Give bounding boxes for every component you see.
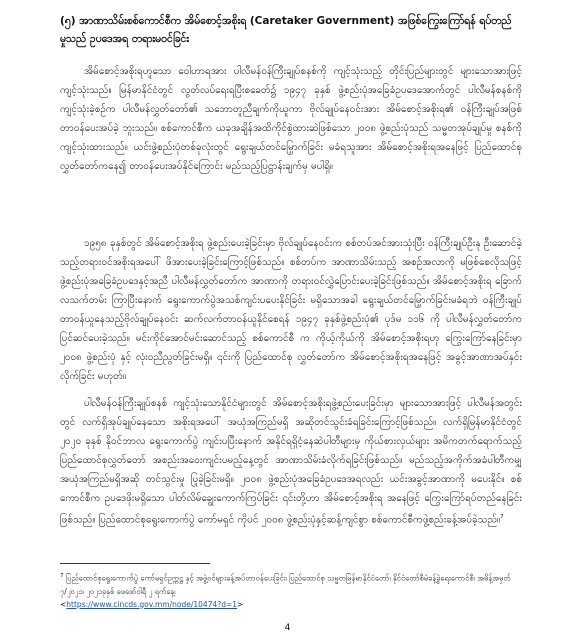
paragraph-3-text: ပါလီမန်ဝန်ကြီးချုပ်စနစ် ကျင့်သုံးသောနိုင်ငံများတွင် အိမ်စောင့်အစိုးရဖွဲ့စည်းပေးခြင်းမှာ များသောအားဖြင့် ပါလီမန်အတွင်းတွင် လက်ရှိအုပ်ချုပ်နေသော အစိုးရအပေါ် အယုံအကြည်မရှိ အဆိုတင်သွင်းခံရခြင်းကြောင့်ဖြစ်သည်။ လက်ရှိမြန်မာနိုင်ငံတွင် ၂၀၂၀ ခုနှစ် နိုဝင်ဘာလ ရွေးကောက်ပွဲ ကျင်းပပြီးနောက် အနိုင်ရရှိငံ့နေဆဲပါတီများမှ ကိုယ်စားလှယ်များ အမိကတက်ရောက်သည့် ပြည်ထောင်စုလွှတ်တော် အစည်းအဝေးကျင်းပမည့်နေ့တွင် အာဏာသိမ်းခံလိုက်ရခြင်းဖြစ်သည်။ မည်သည့်အကိုက်အခံပါတီကမျှ အယုံအကြည်မရှိအဆို တင်သွင်းမှု ပြုခဲ့ခြင်းမရှိ။ ၂၀၀၈ ဖွဲ့စည်းပုံအခြေခံဥပဒေအရလည်း ယင်းအခွင့်အာဏာကို မပေးနိုင်။ စစ်ကောင်စီက ဥပဒေဖိုးမရှိသော ပါတ်လိမ်ချွေးကောက်ကြပ်ခြင်း ၎င်းတို့ဟာ အိမ်စောင့်အစိုးရ အနေဖြင့် ကြွေးကြော်ရပ်တည်နေခြင်းဖြစ်သည်။ ပြည်ထောင်စုရွေးကောက်ပွဲ ကော်မရှင် ကိုပင် ၂၀၀၈ ဖွဲ့စည်းပုံနှင့်ဆန့်ကျင်စွာ စစ်ကောင်စီကဖွဲ့စည်းခန့်အပ်ခဲ့သည်။ <box>60 398 522 526</box>
footnote-divider <box>60 563 210 564</box>
footnote <box>60 570 522 611</box>
footnote-link[interactable]: https://www.cincds.gov.mm/node/10474?d=1 <box>66 599 238 609</box>
footnote-link-open: < <box>60 599 67 609</box>
page-number: 4 <box>284 623 291 633</box>
section-heading: (၅) အာဏာသိမ်းစစ်ကောင်စီက အိမ်စောင့်အစိုးရ (Caretaker Government) အဖြစ်ကြွေးကြော်ရန် ရပ်တည်မှုသည် ဥပဒေအရ တရားမဝင်ခြင်း <box>60 15 512 45</box>
footnote-number: 7 <box>60 573 64 579</box>
paragraph-1: အိမ်စောင့်အစိုးရဟူသော ဝေါဟာရအား ပါလီမန်ဝန်ကြီးချုပ်စနစ်ကို ကျင့်သုံးသည့် တိုင်းပြည်များတွင် များသောအားဖြင့် ကျင့်သုံးသည်။ မြန်မာနိုင်ငံတွင် လွတ်လပ်ရေးရပြီးစခေတ်၌ ၁၉၄၇ ခုနှစ် ဖွဲ့စည်းပုံအခြေခံဥပဒေအောက်တွင် ပါလီမန်စနစ်ကို ကျင့်သုံးခဲ့စဉ်က ပါလီမန်လွှတ်တော်၏ သဘောတူညီချက်ကိုယူကာ ဗိုလ်ချုပ်နေဝင်းအား အိမ်စောင့်အစိုးရ၏ ဝန်ကြီးချုပ်အဖြစ် တာဝန်ပေးအပ်ခဲ့ ဘူးသည်။ စစ်ကောင်စီက ယခုအချိန်အထိကိုင်စွဲထားဆဲဖြစ်သော ၂၀၀၈ ဖွဲ့စည်းပုံသည် သမ္မတအုပ်ချုပ်မှု စနစ်ကို ကျင့်သုံးထားသည်။ ယင်းဖွဲ့စည်းပုံတစ်ခုလုံးတွင် ရွေးချယ်တင်မြှောက်ခြင်း မခံရသူအား အိမ်စောင့်အစိုးရအနေဖြင့် ပြည်ထောင်စုလွှတ်တော်ကနေ၍ တာဝန်ပေးအပ်နိုင်ကြောင်း မည်သည့်ပြဋ္ဌာန်းချက်မှ မပါရှိ။ <box>60 66 522 172</box>
footnote-reference-mark[interactable]: 7 <box>500 514 504 520</box>
paragraph-3 <box>60 394 522 529</box>
paragraph-2: ၁၉၅၈ ခုနှစ်တွင် အိမ်စောင့်အစိုးရ ဖွဲ့စည်းပေးခဲ့ခြင်းမှာ ဗိုလ်ချုပ်နေဝင်းက စစ်တပ်အင်အားသုံးပြီး ဝန်ကြီးချုပ်ဦးနု ဦးဆောင်ခဲ့သည့်တရားဝင်အစိုးရအပေါ် ဖိအားပေးခဲ့ခြင်းကြောင့်ဖြစ်သည်။ စစ်တပ်က အာဏာသိမ်းသည့် အစဉ်အလာကို မဖြစ်စေလိုသဖြင့် ဖွဲ့စည်းပုံအခြေခံဥပဒေနှင့်အညီ ပါလီမန်လွှတ်တော်က အာဏာကို တရားဝင်လွှဲပြောင်းပေးခဲ့ခြင်းဖြစ်သည်။ အိမ်စောင့်အစိုးရ ခြောက်လသက်တမ်း ကြာပြီးနောက် ရွေးကောက်ပွဲအသစ်ကျင်းပပေးနိုင်ခြင်း မရှိသောအခါ ရွေးချယ်တင်မြှောက်ခြင်းမခံရဘဲ ဝန်ကြီးချုပ်တာဝန်ယူနေသည့်ဗိုလ်ချုပ်နေဝင်း ဆက်လက်တာဝန်ယူနိုင်စေရန် ၁၉၄၇ ခုနှစ်ဖွဲ့စည်းပုံ၏ ပုဒ်မ ၁၁၆ ကို ပါလီမန်လွှတ်တော်က ပြင်ဆင်ပေးခဲ့သည်။ မင်းကိုင်အောင်မင်းဆောင်သည့် စစ်ကောင်စီ က ကိုယ့်ကိုယ်ကို အိမ်စောင့်အစိုးရဟု ကြွေးကြော်နေခြင်းမှာ ၂၀၀၈ ဖွဲ့စည်းပုံ နှင့် လုံးဝညီညွတ်ခြင်းမရှိ။ ၎င်းကို ပြည်ထောင်စု လွှတ်တော်က အိမ်စောင့်အစိုးရအနေဖြင့် အခွင့်အာဏာအပ်နှင်းလိုက်ခြင်း မဟုတ်။ <box>60 238 522 382</box>
footnote-link-close: > <box>237 599 244 609</box>
footnote-text: ပြည်ထောင်စုရွေးကောက်ပွဲ ကော်မရှင်ဥက္ကဋ္ဌ နှင့် အဖွဲ့ဝင်များခန့်အပ်တာဝန်ပေးခြင်း၊ ပြည်ထောင်စု သမ္မတမြန်မာနိုင်ငံတော်၊ နိုင်ငံတော်စီမံခန့်ခွဲရေးကောင်စီ၊ အမိန့်အမှတ် ၇/၂၀၂၁၊ ၂၀၂၁ခုနှစ် ဖေဖော်ဝါရီ ၂ ရက်နေ့၊ <box>60 573 511 596</box>
